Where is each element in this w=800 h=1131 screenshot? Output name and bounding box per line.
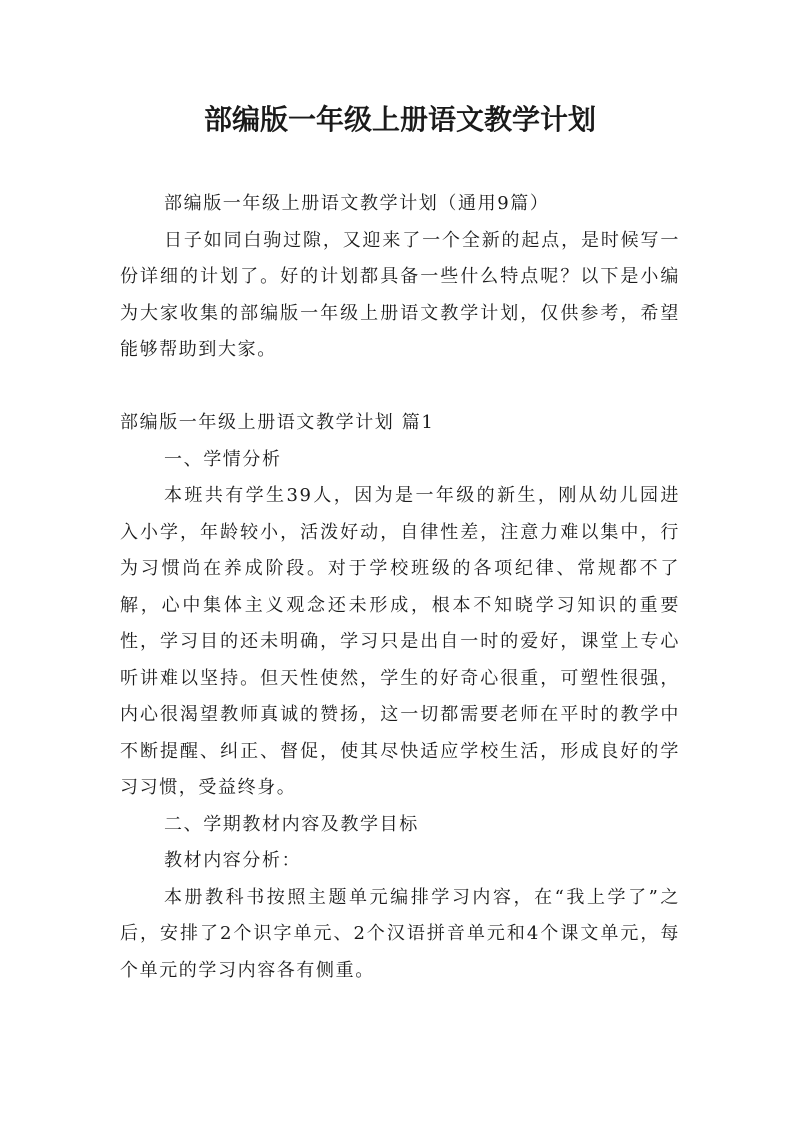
textbook-content-paragraph: 本册教科书按照主题单元编排学习内容，在“我上学了”之后，安排了2个识字单元、2个汉语拼音单元和4个课文单元，每个单元的学习内容各有侧重。 [120,886,680,981]
subheading-textbook-goals: 二、学期教材内容及教学目标 [164,813,419,835]
subtitle-paragraph: 部编版一年级上册语文教学计划（通用9篇） [164,193,550,214]
subheading-textbook-content: 教材内容分析： [164,850,302,871]
student-analysis-paragraph: 本班共有学生39人，因为是一年级的新生，刚从幼儿园进入小学，年龄较小，活泼好动，自律性差，注意力难以集中，行为习惯尚在养成阶段。对于学校班级的各项纪律、常规都不了解，心中集体主义观念还未形成，根本不知晓学习知识的重要性，学习目的还未明确，学习只是出自一时的爱好，课堂上专心听讲难以坚持。但天性使然，学生的好奇心很重，可塑性很强，内心很渴望教师真诚的赞扬，这一切都需要老师在平时的教学中不断提醒、纠正、督促，使其尽快适应学校生活，形成良好的学习习惯，受益终身。 [120,485,680,798]
document-body [120,186,680,989]
subheading-student-analysis: 一、学情分析 [164,448,282,470]
paragraph-gap [120,369,680,406]
document-title: 部编版一年级上册语文教学计划 [203,103,596,136]
intro-paragraph: 日子如同白驹过隙，又迎来了一个全新的起点，是时候写一份详细的计划了。好的计划都具备一些什么特点呢？以下是小编为大家收集的部编版一年级上册语文教学计划，仅供参考，希望能够帮助到大家。 [120,229,680,360]
section-heading: 部编版一年级上册语文教学计划 篇1 [120,412,435,433]
